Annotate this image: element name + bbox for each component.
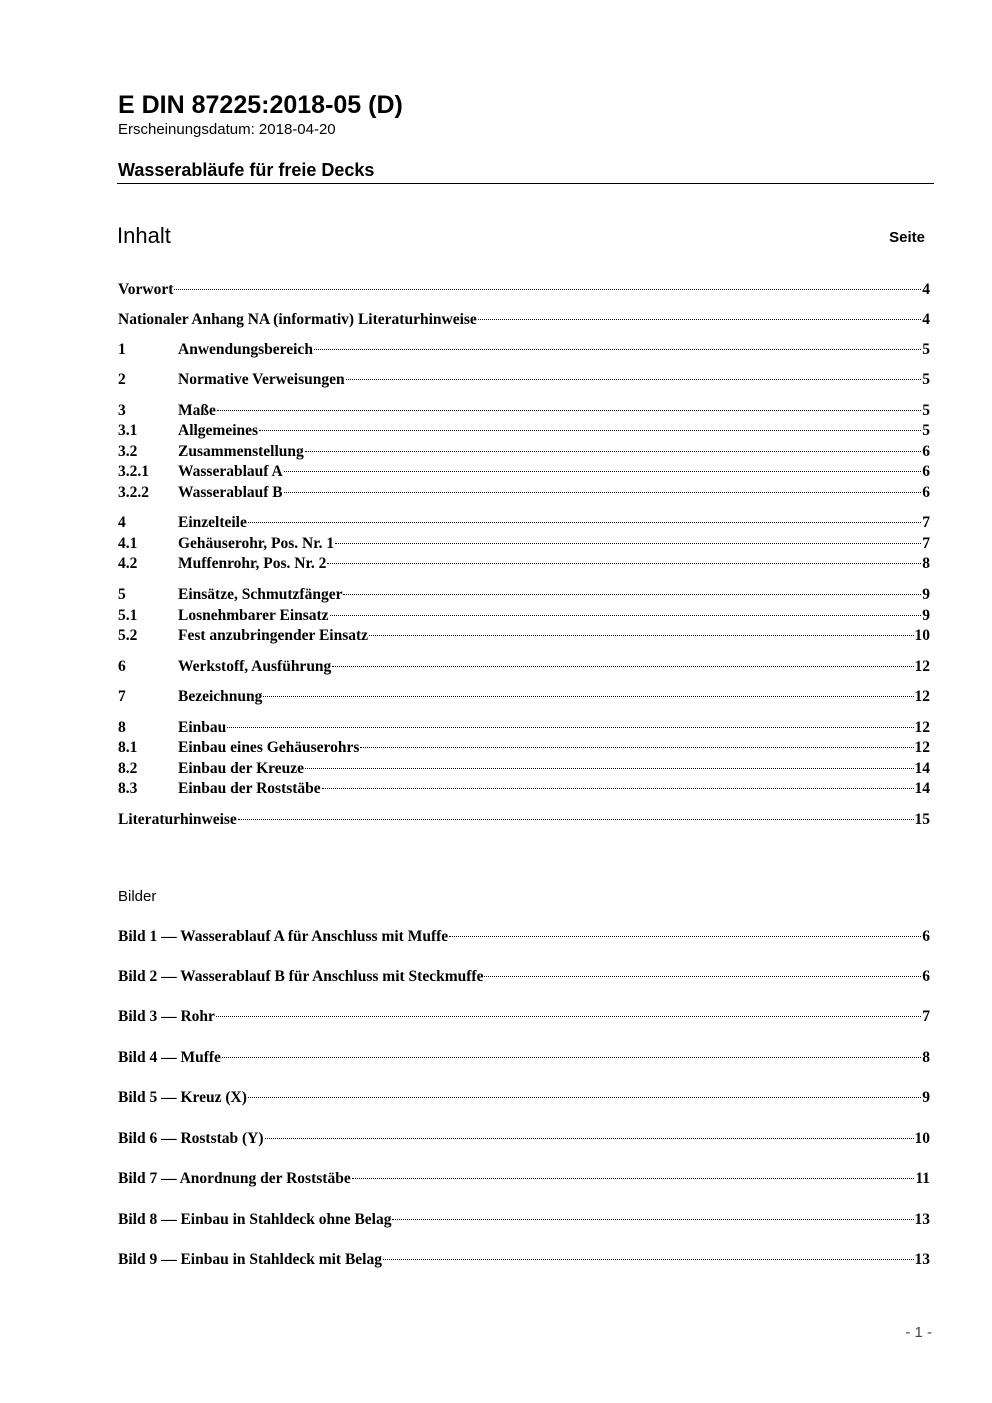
figure-entry-title: Bild 6 — Roststab (Y)	[118, 1130, 264, 1147]
toc-entry-page: 12	[914, 719, 930, 736]
toc-entry-page: 12	[914, 658, 930, 675]
toc-entry-title: Einbau eines Gehäuserohrs	[178, 739, 360, 756]
toc-entry-1[interactable]	[118, 340, 930, 360]
figure-entry-5[interactable]	[118, 1088, 930, 1108]
dot-leader	[330, 615, 922, 616]
dot-leader	[369, 635, 913, 636]
toc-entry-title: Vorwort	[118, 281, 174, 298]
dot-leader	[305, 768, 913, 769]
toc-entry-8-3[interactable]	[118, 779, 930, 799]
toc-entry-nationaler-anhang[interactable]	[118, 310, 930, 330]
toc-entry-3[interactable]	[118, 401, 930, 421]
toc-entry-title: Maße	[178, 402, 216, 419]
figure-entry-page: 6	[922, 968, 930, 985]
toc-entry-number: 3.2.2	[118, 484, 149, 501]
figure-entry-title: Bild 1 — Wasserablauf A für Anschluss mit Muffe	[118, 928, 449, 945]
toc-entry-title: Einbau der Roststäbe	[178, 780, 321, 797]
figure-entry-title: Bild 2 — Wasserablauf B für Anschluss mit Steckmuffe	[118, 968, 484, 985]
toc-entry-number: 3.2	[118, 443, 138, 460]
figure-entry-6[interactable]	[118, 1129, 930, 1149]
toc-entry-number: 5.2	[118, 627, 138, 644]
dot-leader	[392, 1219, 913, 1220]
toc-entry-number: 4	[118, 514, 126, 531]
figure-entry-title: Bild 3 — Rohr	[118, 1008, 215, 1025]
figure-entry-page: 9	[922, 1089, 930, 1106]
toc-entry-page: 6	[922, 443, 930, 460]
toc-entry-page: 5	[922, 341, 930, 358]
toc-entry-page: 6	[922, 484, 930, 501]
toc-entry-4[interactable]	[118, 513, 930, 533]
dot-leader	[383, 1259, 914, 1260]
toc-entry-number: 2	[118, 371, 126, 388]
toc-entry-number: 3.2.1	[118, 463, 149, 480]
toc-entry-page: 12	[914, 688, 930, 705]
toc-entry-title: Muffenrohr, Pos. Nr. 2	[178, 555, 327, 572]
toc-entry-title: Werkstoff, Ausführung	[178, 658, 332, 675]
toc-entry-number: 6	[118, 658, 126, 675]
dot-leader	[314, 349, 921, 350]
dot-leader	[484, 976, 921, 977]
dot-leader	[305, 451, 922, 452]
toc-entry-3-2-1[interactable]	[118, 462, 930, 482]
dot-leader	[259, 430, 921, 431]
toc-entry-number: 5.1	[118, 607, 138, 624]
toc-entry-number: 4.2	[118, 555, 138, 572]
dot-leader	[248, 1097, 921, 1098]
figure-entry-title: Bild 7 — Anordnung der Roststäbe	[118, 1170, 351, 1187]
toc-entry-title: Einsätze, Schmutzfänger	[178, 586, 343, 603]
figure-entry-title: Bild 5 — Kreuz (X)	[118, 1089, 247, 1106]
dot-leader	[284, 492, 922, 493]
dot-leader	[343, 594, 921, 595]
toc-entry-page: 14	[914, 760, 930, 777]
figure-entry-3[interactable]	[118, 1007, 930, 1027]
issue-date: Erscheinungsdatum: 2018-04-20	[118, 121, 336, 138]
dot-leader	[174, 289, 921, 290]
figure-entry-page: 11	[915, 1170, 930, 1187]
dot-leader	[284, 471, 922, 472]
dot-leader	[238, 819, 914, 820]
toc-entry-2[interactable]	[118, 370, 930, 390]
figure-entry-page: 10	[914, 1130, 930, 1147]
toc-entry-7[interactable]	[118, 687, 930, 707]
toc-entry-title: Einbau der Kreuze	[178, 760, 305, 777]
toc-entry-title: Allgemeines	[178, 422, 259, 439]
figures-heading: Bilder	[118, 888, 157, 905]
dot-leader	[322, 788, 914, 789]
toc-entry-page: 15	[914, 811, 930, 828]
toc-entry-page: 6	[922, 463, 930, 480]
toc-entry-page: 12	[914, 739, 930, 756]
toc-entry-page: 5	[922, 371, 930, 388]
toc-entry-title: Losnehmbarer Einsatz	[178, 607, 329, 624]
toc-entry-4-1[interactable]	[118, 534, 930, 554]
toc-entry-page: 8	[922, 555, 930, 572]
toc-entry-title: Einbau	[178, 719, 227, 736]
toc-entry-number: 4.1	[118, 535, 138, 552]
figure-entry-1[interactable]	[118, 927, 930, 947]
toc-entry-title: Nationaler Anhang NA (informativ) Literaturhinweise	[118, 311, 477, 328]
toc-entry-number: 8	[118, 719, 126, 736]
figure-entry-title: Bild 8 — Einbau in Stahldeck ohne Belag	[118, 1211, 392, 1228]
dot-leader	[248, 522, 921, 523]
figure-entry-page: 8	[922, 1049, 930, 1066]
toc-entry-page: 9	[922, 607, 930, 624]
dot-leader	[227, 727, 913, 728]
toc-entry-number: 3.1	[118, 422, 138, 439]
figure-entry-title: Bild 9 — Einbau in Stahldeck mit Belag	[118, 1251, 382, 1268]
toc-entry-3-2-2[interactable]	[118, 483, 930, 503]
toc-entry-page: 4	[922, 311, 930, 328]
toc-entry-title: Literaturhinweise	[118, 811, 237, 828]
toc-entry-5-2[interactable]	[118, 626, 930, 646]
toc-entry-8[interactable]	[118, 718, 930, 738]
toc-entry-literaturhinweise[interactable]	[118, 810, 930, 830]
dot-leader	[449, 936, 921, 937]
dot-leader	[352, 1178, 915, 1179]
toc-entry-number: 8.2	[118, 760, 138, 777]
toc-entry-title: Wasserablauf B	[178, 484, 283, 501]
toc-entry-8-1[interactable]	[118, 738, 930, 758]
toc-entry-number: 7	[118, 688, 126, 705]
dot-leader	[263, 696, 913, 697]
toc-entry-number: 8.3	[118, 780, 138, 797]
title-divider	[117, 183, 934, 184]
figure-entry-2[interactable]	[118, 967, 930, 987]
toc-entry-3-2[interactable]	[118, 442, 930, 462]
toc-entry-title: Gehäuserohr, Pos. Nr. 1	[178, 535, 335, 552]
figure-entry-4[interactable]	[118, 1048, 930, 1068]
dot-leader	[360, 747, 913, 748]
figure-entry-page: 13	[914, 1211, 930, 1228]
toc-entry-number: 1	[118, 341, 126, 358]
dot-leader	[327, 563, 921, 564]
toc-entry-page: 4	[922, 281, 930, 298]
figure-entry-9[interactable]	[118, 1250, 930, 1270]
dot-leader	[216, 1016, 921, 1017]
toc-entry-title: Wasserablauf A	[178, 463, 283, 480]
toc-entry-title: Einzelteile	[178, 514, 247, 531]
page-number: - 1 -	[905, 1324, 932, 1341]
toc-entry-page: 7	[922, 514, 930, 531]
toc-entry-4-2[interactable]	[118, 554, 930, 574]
toc-entry-page: 5	[922, 402, 930, 419]
toc-entry-title: Zusammenstellung	[178, 443, 304, 460]
dot-leader	[265, 1138, 914, 1139]
figure-entry-title: Bild 4 — Muffe	[118, 1049, 221, 1066]
toc-entry-page: 10	[914, 627, 930, 644]
figure-entry-8[interactable]	[118, 1210, 930, 1230]
toc-entry-number: 8.1	[118, 739, 138, 756]
figure-entry-page: 6	[922, 928, 930, 945]
dot-leader	[217, 410, 921, 411]
toc-heading: Inhalt	[117, 223, 171, 248]
dot-leader	[478, 319, 921, 320]
dot-leader	[335, 543, 921, 544]
toc-entry-page: 7	[922, 535, 930, 552]
figure-entry-page: 13	[914, 1251, 930, 1268]
document-id: E DIN 87225:2018-05 (D)	[118, 91, 403, 119]
toc-entry-number: 5	[118, 586, 126, 603]
toc-entry-title: Bezeichnung	[178, 688, 263, 705]
dot-leader	[346, 379, 922, 380]
document-title: Wasserabläufe für freie Decks	[118, 160, 375, 180]
dot-leader	[222, 1057, 921, 1058]
toc-entry-title: Normative Verweisungen	[178, 371, 345, 388]
toc-entry-title: Fest anzubringender Einsatz	[178, 627, 369, 644]
toc-entry-page: 9	[922, 586, 930, 603]
toc-entry-page: 5	[922, 422, 930, 439]
toc-entry-page: 14	[914, 780, 930, 797]
toc-entry-6[interactable]	[118, 657, 930, 677]
toc-entry-title: Anwendungsbereich	[178, 341, 313, 358]
page-column-label: Seite	[889, 229, 925, 246]
toc-entry-number: 3	[118, 402, 126, 419]
dot-leader	[332, 666, 913, 667]
toc-entry-5-1[interactable]	[118, 606, 930, 626]
figure-entry-7[interactable]	[118, 1169, 930, 1189]
toc-entry-5[interactable]	[118, 585, 930, 605]
toc-entry-8-2[interactable]	[118, 759, 930, 779]
toc-entry-vorwort[interactable]	[118, 280, 930, 300]
toc-entry-3-1[interactable]	[118, 421, 930, 441]
figure-entry-page: 7	[922, 1008, 930, 1025]
